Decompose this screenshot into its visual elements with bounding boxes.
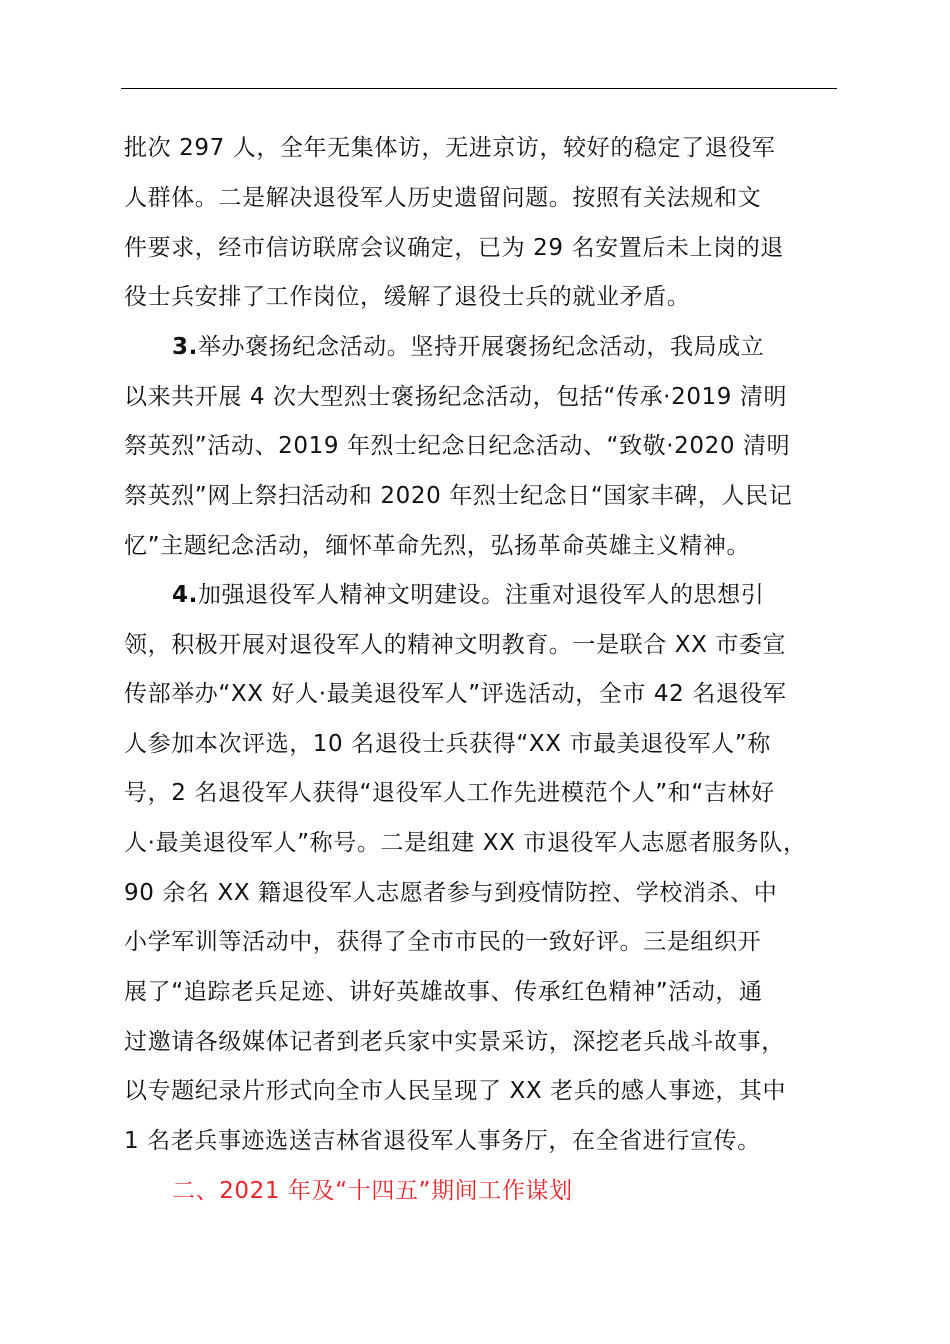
paragraph-line: 过邀请各级媒体记者到老兵家中实景采访，深挖老兵战斗故事， [124,1029,785,1055]
item-3-text: 举办褒扬纪念活动。坚持开展褒扬纪念活动，我局成立 [197,334,765,360]
paragraph-line: 传部举办“XX 好人·最美退役军人”评选活动，全市 42 名退役军 [124,681,787,707]
paragraph-line: 90 余名 XX 籍退役军人志愿者参与到疫情防控、学校消杀、中 [124,880,778,906]
paragraph-line: 以专题纪录片形式向全市人民呈现了 XX 老兵的感人事迹，其中 [124,1078,787,1104]
paragraph-line: 人参加本次评选，10 名退役士兵获得“XX 市最美退役军人”称 [124,731,771,757]
item-4-text: 加强退役军人精神文明建设。注重对退役军人的思想引 [197,582,765,608]
item-3-heading-line [172,331,892,363]
paragraph-line: 小学军训等活动中，获得了全市市民的一致好评。三是组织开 [124,929,762,955]
section-heading: 二、2021 年及“十四五”期间工作谋划 [172,1178,573,1204]
paragraph-line: 号，2 名退役军人获得“退役军人工作先进模范个人”和“吉林好 [124,780,775,806]
paragraph-line: 以来共开展 4 次大型烈士褒扬纪念活动，包括“传承·2019 清明 [124,384,788,410]
paragraph-line: 祭英烈”活动、2019 年烈士纪念日纪念活动、“致敬·2020 清明 [124,433,791,459]
paragraph-line: 1 名老兵事迹选送吉林省退役军人事务厅，在全省进行宣传。 [124,1128,761,1154]
paragraph-line: 件要求，经市信访联席会议确定，已为 29 名安置后未上岗的退 [124,235,784,261]
paragraph-line: 领，积极开展对退役军人的精神文明教育。一是联合 XX 市委宣 [124,632,787,658]
paragraph-line: 忆”主题纪念活动，缅怀革命先烈，弘扬革命英雄主义精神。 [124,533,751,559]
header-rule [121,88,837,89]
item-4-number: 4. [172,582,198,608]
paragraph-line: 祭英烈”网上祭扫活动和 2020 年烈士纪念日“国家丰碑，人民记 [124,483,793,509]
paragraph-line: 人·最美退役军人”称号。二是组建 XX 市退役军人志愿者服务队， [124,830,807,856]
paragraph-line: 役士兵安排了工作岗位，缓解了退役士兵的就业矛盾。 [124,284,691,310]
paragraph-line: 批次 297 人，全年无集体访，无进京访，较好的稳定了退役军 [124,135,776,161]
item-3-number: 3. [172,334,198,360]
item-4-heading-line [172,579,892,611]
paragraph-line: 人群体。二是解决退役军人历史遗留问题。按照有关法规和文 [124,185,762,211]
paragraph-line: 展了“追踪老兵足迹、讲好英雄故事、传承红色精神”活动，通 [124,979,763,1005]
